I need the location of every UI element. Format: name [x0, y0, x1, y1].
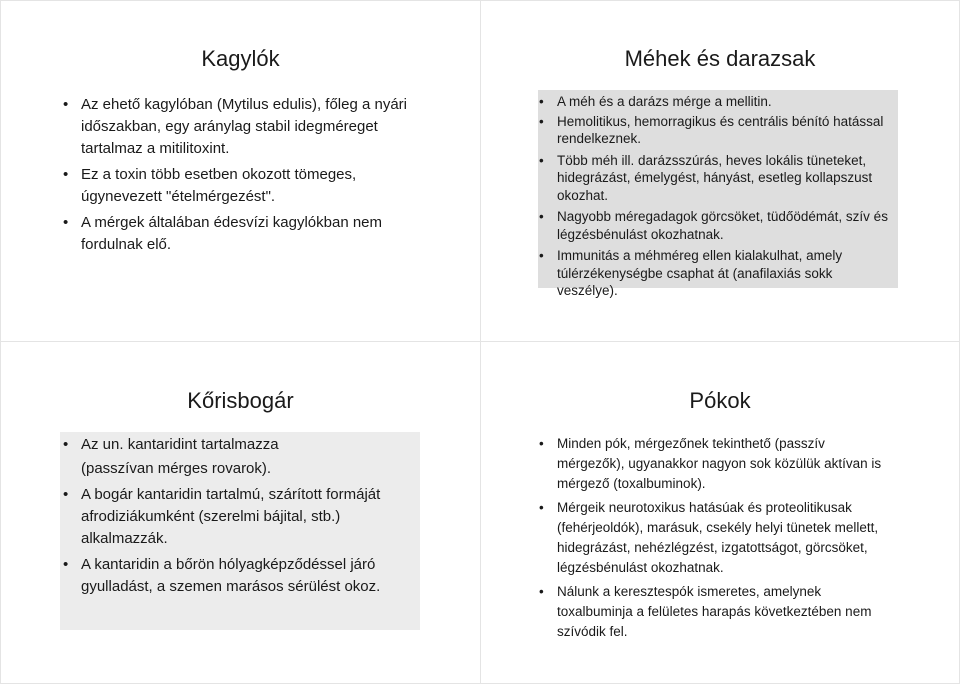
list-item: • Mérgeik neurotoxikus hatásúak és proteolitikusak (fehérjeoldók), marásuk, csekély helyi tünetek mellett, hidegrázást, nehézlégzést, izgatottságot, görcsöket, légzésbénulást okozhatnak.: [539, 500, 879, 575]
slide-title: Méhek és darazsak: [624, 46, 816, 71]
bullet-icon: •: [539, 248, 544, 263]
list-item: • A méh és a darázs mérge a mellitin.: [539, 94, 772, 109]
list-item: • Az un. kantaridint tartalmazza: [62, 434, 424, 456]
list-item: • A bogár kantaridin tartalmú, szárított formáját afrodiziákumként (szerelmi bájital, stb.) alkalmazzák.: [63, 486, 381, 547]
bullet-icon: •: [63, 556, 69, 573]
bullet-icon: •: [539, 500, 544, 515]
list-item: (passzívan mérges rovarok).: [81, 460, 272, 477]
bullet-icon: •: [539, 584, 544, 599]
bullet-list: [62, 94, 407, 260]
bullet-icon: •: [539, 94, 544, 109]
slide-title: Kőrisbogár: [187, 388, 294, 413]
list-item: • Minden pók, mérgezőnek tekinthető (passzív mérgezők), ugyanakkor nagyon sok közülük aktívan is mérgező (toxalbuminok).: [539, 436, 882, 491]
bullet-icon: •: [63, 486, 69, 503]
bullet-icon: •: [539, 436, 544, 451]
bullet-icon: •: [539, 113, 544, 129]
slide-title: Kagylók: [201, 46, 280, 71]
bullet-icon: •: [63, 436, 69, 453]
slide-title: Pókok: [689, 388, 751, 413]
list-item: • Immunitás a méhméreg ellen kialakulhat, amely túlérzékenységbe csaphat át (anafilaxiás sokk veszélye).: [539, 248, 843, 298]
list-item: • Nagyobb méregadagok görcsöket, tüdőödémát, szív és légzésbénulást okozhatnak.: [539, 209, 888, 242]
bullet-icon: •: [63, 214, 69, 231]
bullet-list: [62, 434, 424, 602]
list-item: • Az ehető kagylóban (Mytilus edulis), főleg a nyári időszakban, egy aránylag stabil idegméreget tartalmaz a mitilitoxint.: [63, 96, 408, 157]
slide-3-content: [0, 341, 481, 684]
list-item: • A mérgek általában édesvízi kagylókban nem fordulnak elő.: [63, 214, 383, 253]
bullet-icon: •: [63, 166, 69, 183]
list-item: • Több méh ill. darázsszúrás, heves lokális tüneteket, hidegrázást, émelygést, hányást, esetleg kollapszust okozhat.: [539, 152, 873, 203]
bullet-icon: •: [539, 209, 544, 224]
slide-2-content: [480, 0, 960, 342]
bullet-icon: •: [63, 96, 69, 113]
list-item: • Ez a toxin több esetben okozott tömeges, úgynevezett "ételmérgezést".: [63, 166, 357, 205]
list-item: • A kantaridin a bőrön hólyagképződéssel járó gyulladást, a szemen marásos sérülést okoz.: [63, 556, 381, 595]
list-item: • Hemolitikus, hemorragikus és centrális bénító hatással rendelkeznek.: [539, 113, 884, 146]
slide-4-content: [480, 341, 960, 684]
bullet-list: [538, 434, 888, 646]
slide-1-content: [0, 0, 481, 342]
bullet-list: [538, 93, 888, 304]
bullet-icon: •: [539, 152, 544, 168]
list-item: • Nálunk a keresztespók ismeretes, amelynek toxalbuminja a felületes harapás következtében nem szívódik fel.: [539, 584, 872, 639]
